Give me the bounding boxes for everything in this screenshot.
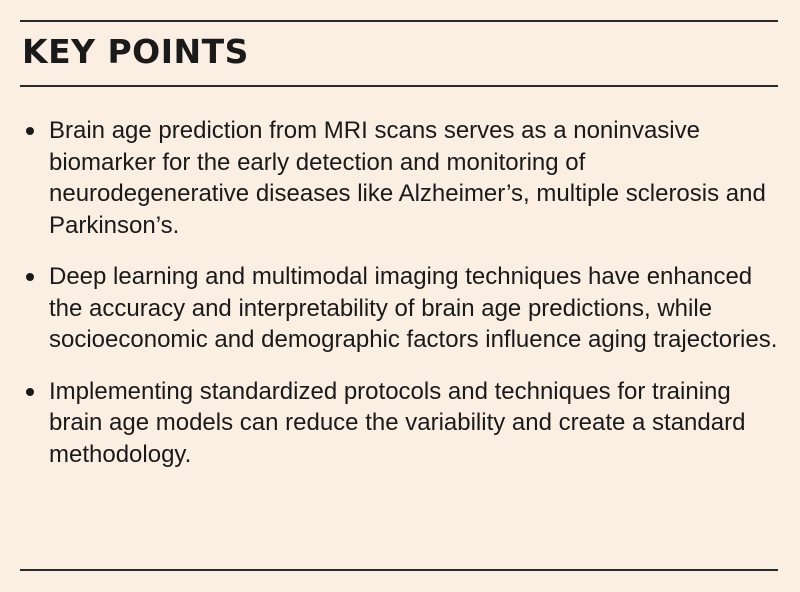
bottom-rule (20, 569, 778, 571)
key-points-heading: KEY POINTS (22, 32, 249, 71)
key-point-text: Implementing standardized protocols and techniques for training brain age models can reduce the variability and create a standard methodology. (49, 377, 746, 468)
bullet-icon (26, 388, 34, 396)
bullet-icon (26, 273, 34, 281)
bullet-icon (26, 127, 34, 135)
key-point-item (22, 261, 782, 356)
key-points-list (22, 115, 782, 490)
key-point-text: Deep learning and multimodal imaging techniques have enhanced the accuracy and interpretability of brain age predictions, while socioeconomic and demographic factors influence aging trajectories. (49, 263, 778, 353)
key-point-item (22, 115, 782, 241)
heading-rule (20, 85, 778, 87)
top-rule (20, 20, 778, 22)
key-point-text: Brain age prediction from MRI scans serves as a noninvasive biomarker for the early detection and monitoring of neurodegenerative diseases like Alzheimer’s, multiple sclerosis and Parkinson’s. (49, 117, 766, 239)
key-point-item (22, 376, 782, 471)
